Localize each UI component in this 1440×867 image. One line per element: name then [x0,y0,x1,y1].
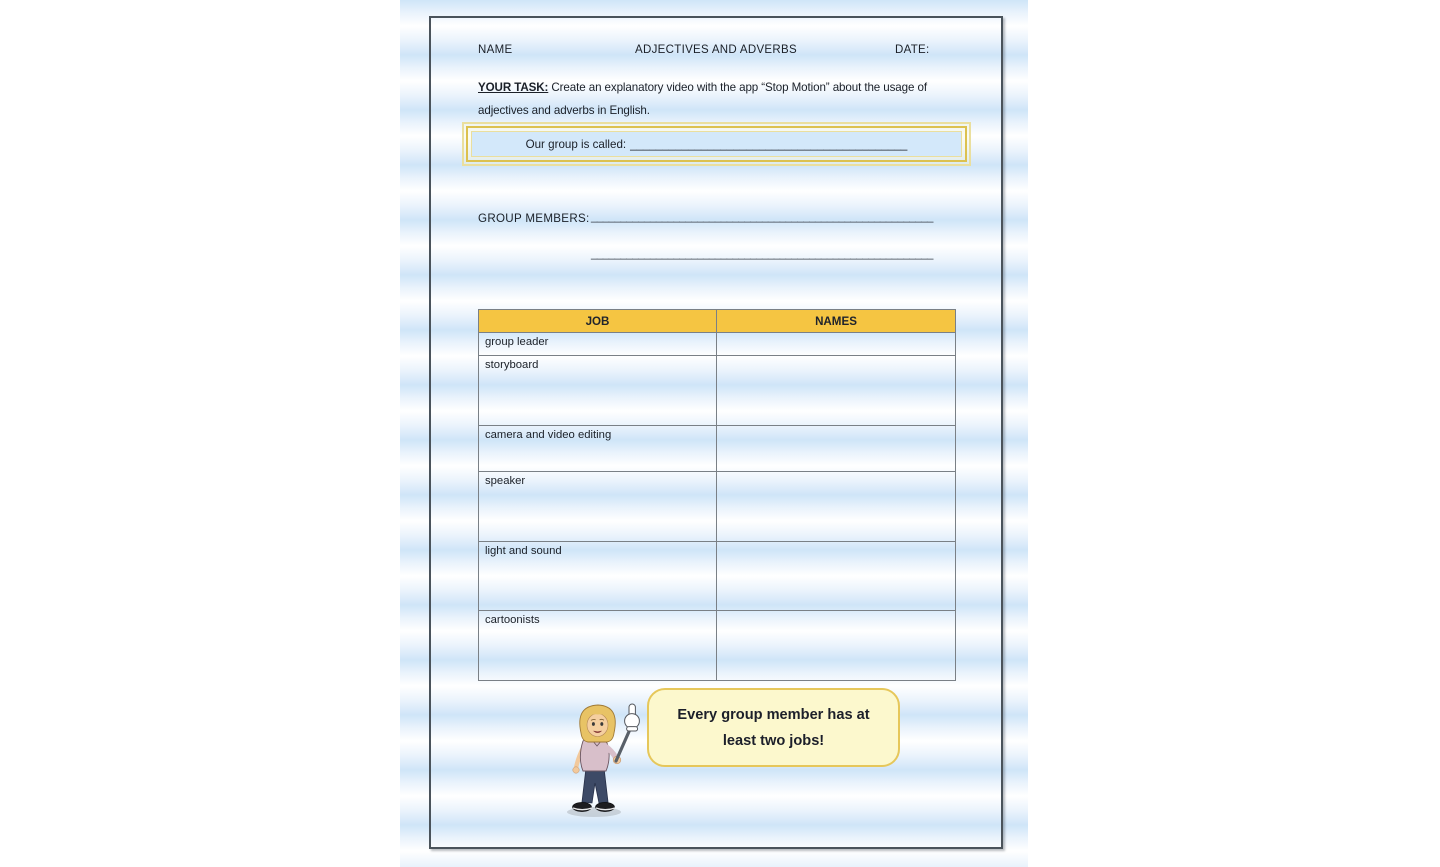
names-cell[interactable] [717,472,956,542]
table-row [479,542,956,611]
group-members-blank-2[interactable]: __________________________________________________________ [591,248,933,260]
table-header-row [479,310,956,333]
pointing-glove [625,704,640,731]
table-row [479,356,956,426]
pointer-stick [616,727,631,761]
job-cell: camera and video editing [479,426,717,472]
group-members-label: GROUP MEMBERS: [478,212,590,225]
task-text: Create an explanatory video with the app “Stop Motion” about the usage of adjectives and adverbs in English. [478,81,927,117]
group-name-box-frame [466,126,967,162]
table-row [479,472,956,542]
worksheet-page [429,16,1003,849]
teacher-character-illustration [550,698,646,820]
table-row [479,333,956,356]
group-name-blank[interactable]: ___________________________________________ [630,137,908,151]
striped-background [400,0,1028,867]
group-name-box-inner [471,131,962,157]
task-paragraph [478,76,960,122]
job-column-header: JOB [479,310,717,333]
job-cell: speaker [479,472,717,542]
callout-bubble [647,688,900,767]
names-cell[interactable] [717,426,956,472]
task-label: YOUR TASK: [478,81,549,94]
job-cell: group leader [479,333,717,356]
names-column-header: NAMES [717,310,956,333]
callout-text: Every group member has at least two jobs! [677,706,870,749]
group-name-box [462,122,971,166]
table-row [479,611,956,681]
date-label: DATE: [895,44,930,56]
names-cell[interactable] [717,356,956,426]
jobs-table [478,309,956,681]
group-members-blank-1[interactable]: __________________________________________________________ [591,211,933,223]
names-cell[interactable] [717,611,956,681]
table-row [479,426,956,472]
name-label: NAME [478,44,513,56]
names-cell[interactable] [717,542,956,611]
names-cell[interactable] [717,333,956,356]
group-name-label: Our group is called: [525,137,627,151]
page-title: ADJECTIVES AND ADVERBS [635,44,797,56]
job-cell: storyboard [479,356,717,426]
character-legs [582,768,608,803]
job-cell: cartoonists [479,611,717,681]
job-cell: light and sound [479,542,717,611]
